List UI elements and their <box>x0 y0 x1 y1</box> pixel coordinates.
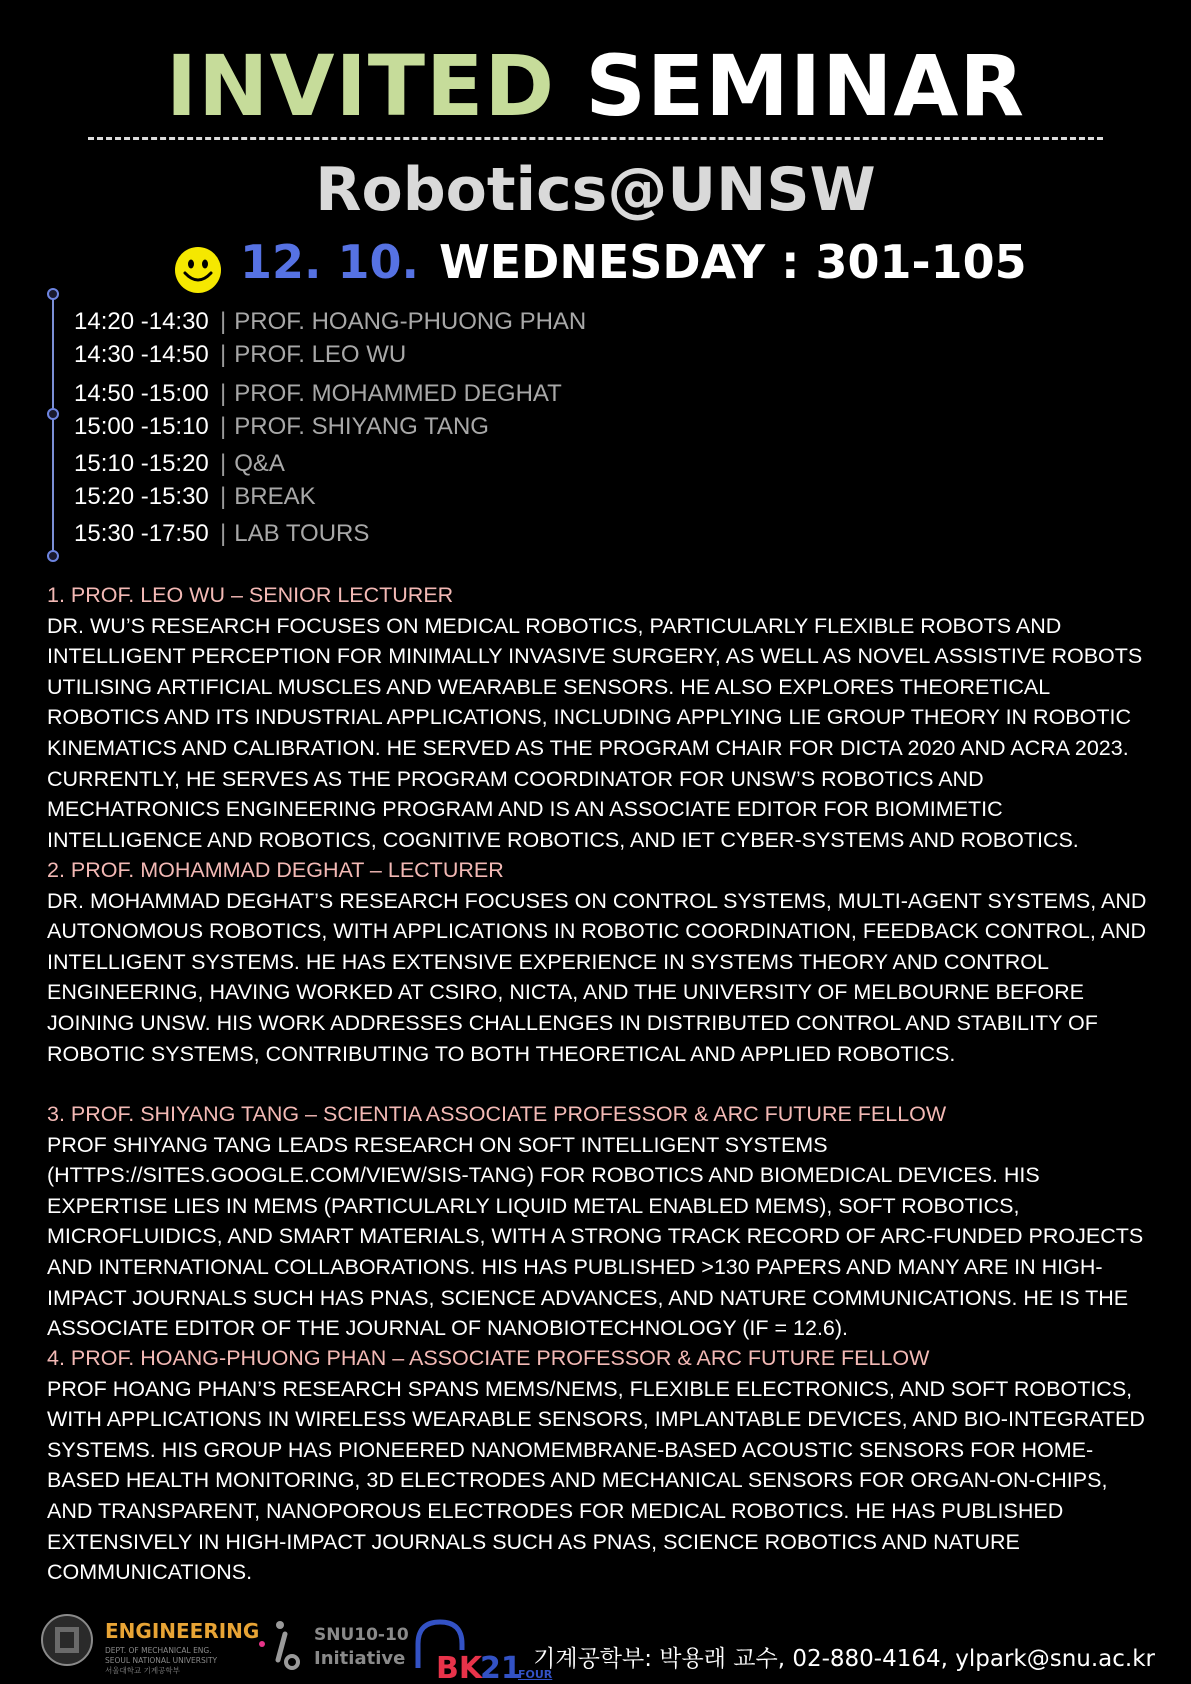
schedule-row <box>74 306 586 338</box>
date-row <box>174 232 1027 292</box>
schedule-separator: | <box>220 308 227 335</box>
bio-body: PROF HOANG PHAN’S RESEARCH SPANS MEMS/NEMS, FLEXIBLE ELECTRONICS, AND SOFT ROBOTICS, WITH APPLICATIONS IN WIRELESS WEARABLE SENSORS, IMPLANTABLE DEVICES, AND BIO-INTEGRATED SYSTEMS. HIS GROUP HAS PIONEERED NANOMEMBRANE-BASED ACOUSTIC SENSORS FOR HOME-BASED HEALTH MONITORING, 3D ELECTRODES AND MECHANICAL SENSORS FOR ORGAN-ON-CHIPS, AND TRANSPARENT, NANOPOROUS ELECTRODES FOR MEDICAL ROBOTICS. HE HAS PUBLISHED EXTENSIVELY IN HIGH-IMPACT JOURNALS SUCH AS PNAS, SCIENCE ROBOTICS AND NATURE COMMUNICATIONS. <box>47 1376 1145 1585</box>
schedule-time: 15:00 -15:10 <box>74 413 209 440</box>
bk21-logo-four: FOUR <box>518 1668 553 1680</box>
schedule-time: 15:20 -15:30 <box>74 483 209 510</box>
schedule-item: PROF. SHIYANG TANG <box>234 413 489 440</box>
schedule-separator: | <box>220 413 227 440</box>
dashed-divider <box>88 137 1103 140</box>
bio-heading: 4. PROF. HOANG-PHUONG PHAN – ASSOCIATE PROFESSOR & ARC FUTURE FELLOW <box>47 1346 930 1370</box>
bk21-logo-num: 21 <box>480 1651 522 1680</box>
sponsor-logos <box>40 1610 600 1680</box>
schedule-item: BREAK <box>234 483 316 510</box>
schedule-separator: | <box>220 341 227 368</box>
event-date: 12. 10. <box>240 235 419 289</box>
event-subtitle: Robotics@UNSW <box>315 155 876 225</box>
schedule-time: 15:10 -15:20 <box>74 450 209 477</box>
timeline-line <box>52 294 54 556</box>
schedule-item: PROF. LEO WU <box>234 341 407 368</box>
snu-logo-line1: SNU10-10 <box>314 1625 409 1645</box>
timeline-dot <box>47 408 59 420</box>
timeline-dot <box>47 550 59 562</box>
bio-leo-wu <box>47 580 1147 855</box>
seminar-title <box>0 38 1191 134</box>
schedule-item: Q&A <box>234 450 285 477</box>
schedule-time: 14:30 -14:50 <box>74 341 209 368</box>
bio-mohammad-deghat <box>47 855 1147 1069</box>
snu1010-icon <box>259 1621 298 1668</box>
title-invited: INVITED <box>165 37 556 135</box>
schedule-time: 14:50 -15:00 <box>74 380 209 407</box>
engineering-logo-sub3: 서울대학교 기계공학부 <box>105 1666 180 1675</box>
schedule-row <box>74 448 285 480</box>
schedule-item: LAB TOURS <box>234 520 370 547</box>
schedule-row <box>74 411 489 443</box>
contact-info: 기계공학부: 박용래 교수, 02-880-4164, ylpark@snu.ac.kr <box>533 1646 1155 1672</box>
footer <box>0 1600 1191 1684</box>
smiley-icon <box>174 246 222 294</box>
engineering-logo-sub2: SEOUL NATIONAL UNIVERSITY <box>105 1656 218 1665</box>
schedule-separator: | <box>220 450 227 477</box>
schedule-row <box>74 378 562 410</box>
engineering-logo-sub1: DEPT. OF MECHANICAL ENG. <box>105 1646 212 1655</box>
bio-heading: 2. PROF. MOHAMMAD DEGHAT – LECTURER <box>47 858 504 882</box>
snu-emblem-icon <box>42 1615 92 1665</box>
engineering-logo-text: ENGINEERING <box>105 1619 260 1643</box>
schedule-separator: | <box>220 380 227 407</box>
bio-body: PROF SHIYANG TANG LEADS RESEARCH ON SOFT INTELLIGENT SYSTEMS (HTTPS://SITES.GOOGLE.COM/VIEW/SIS-TANG) FOR ROBOTICS AND BIOMEDICAL DEVICES. HIS EXPERTISE LIES IN MEMS (PARTICULARLY LIQUID METAL ENABLED MEMS), SOFT ROBOTICS, MICROFLUIDICS, AND SMART MATERIALS, WITH A STRONG TRACK RECORD OF ARC-FUNDED PROJECTS AND INTERNATIONAL COLLABORATIONS. HIS HAS PUBLISHED >130 PAPERS AND MANY ARE IN HIGH-IMPACT JOURNALS SUCH HAS PNAS, SCIENCE ADVANCES, AND NATURE COMMUNICATIONS. HE IS THE ASSOCIATE EDITOR OF THE JOURNAL OF NANOBIOTECHNOLOGY (IF = 12.6). <box>47 1132 1144 1341</box>
schedule-separator: | <box>220 520 227 547</box>
event-day-room: WEDNESDAY : 301-105 <box>439 235 1027 289</box>
bio-shiyang-tang <box>47 1099 1147 1344</box>
timeline-dot <box>47 288 59 300</box>
bio-heading: 3. PROF. SHIYANG TANG – SCIENTIA ASSOCIATE PROFESSOR & ARC FUTURE FELLOW <box>47 1102 947 1126</box>
schedule-time: 14:20 -14:30 <box>74 308 209 335</box>
schedule-row <box>74 518 369 550</box>
snu-logo-line2: Initiative <box>314 1648 406 1669</box>
bio-hoang-phuong-phan <box>47 1343 1147 1588</box>
schedule-separator: | <box>220 483 227 510</box>
bio-heading: 1. PROF. LEO WU – SENIOR LECTURER <box>47 583 454 607</box>
bio-body: DR. MOHAMMAD DEGHAT’S RESEARCH FOCUSES ON CONTROL SYSTEMS, MULTI-AGENT SYSTEMS, AND AUTONOMOUS ROBOTICS, WITH APPLICATIONS IN ROBOTIC COORDINATION, FEEDBACK CONTROL, AND INTELLIGENT SYSTEMS. HE HAS EXTENSIVE EXPERIENCE IN SYSTEMS THEORY AND CONTROL ENGINEERING, HAVING WORKED AT CSIRO, NICTA, AND THE UNIVERSITY OF MELBOURNE BEFORE JOINING UNSW. HIS WORK ADDRESSES CHALLENGES IN DISTRIBUTED CONTROL AND STABILITY OF ROBOTIC SYSTEMS, CONTRIBUTING TO BOTH THEORETICAL AND APPLIED ROBOTICS. <box>47 888 1147 1066</box>
title-seminar: SEMINAR <box>585 37 1026 135</box>
schedule-item: PROF. HOANG-PHUONG PHAN <box>234 308 587 335</box>
bk21-logo-bk: BK <box>436 1651 483 1680</box>
bio-body: DR. WU’S RESEARCH FOCUSES ON MEDICAL ROBOTICS, PARTICULARLY FLEXIBLE ROBOTS AND INTELLIGENT PERCEPTION FOR MINIMALLY INVASIVE SURGERY, AS WELL AS NOVEL ASSISTIVE ROBOTS UTILISING ARTIFICIAL MUSCLES AND WEARABLE SENSORS. HE ALSO EXPLORES THEORETICAL ROBOTICS AND ITS INDUSTRIAL APPLICATIONS, INCLUDING APPLYING LIE GROUP THEORY IN ROBOTIC KINEMATICS AND CALIBRATION. HE SERVED AS THE PROGRAM CHAIR FOR DICTA 2020 AND ACRA 2023. CURRENTLY, HE SERVES AS THE PROGRAM COORDINATOR FOR UNSW’S ROBOTICS AND MECHATRONICS ENGINEERING PROGRAM AND IS AN ASSOCIATE EDITOR FOR BIOMIMETIC INTELLIGENCE AND ROBOTICS, COGNITIVE ROBOTICS, AND IET CYBER-SYSTEMS AND ROBOTICS. <box>47 613 1143 852</box>
schedule-row <box>74 339 406 371</box>
schedule-time: 15:30 -17:50 <box>74 520 209 547</box>
schedule-row <box>74 481 316 513</box>
schedule-item: PROF. MOHAMMED DEGHAT <box>234 380 562 407</box>
